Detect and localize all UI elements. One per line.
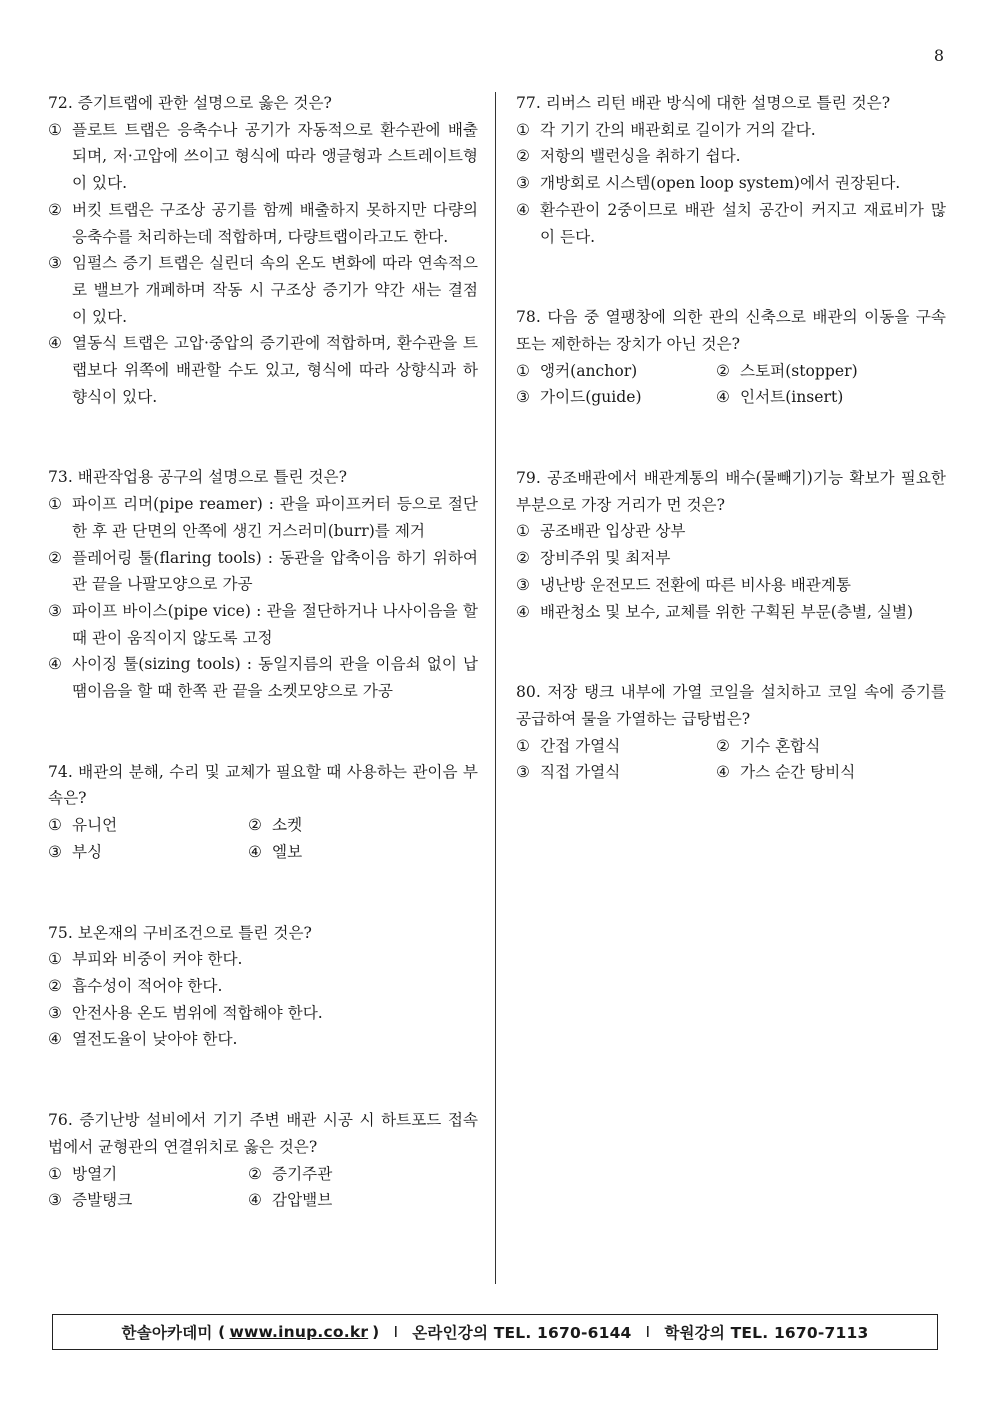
question-stem: 79. 공조배관에서 배관계통의 배수(물빼기)기능 확보가 필요한 부분으로 가장 거리가 먼 것은? xyxy=(516,469,946,514)
option-2: ② 장비주위 및 최저부 xyxy=(516,549,671,568)
option-2: ② 버킷 트랩은 구조상 공기를 함께 배출하지 못하지만 다량의 응축수를 처리하는데 적합하며, 다량트랩이라고도 한다. xyxy=(48,200,478,246)
option-1: ① 방열기 xyxy=(48,1164,118,1183)
column-divider xyxy=(495,92,496,1284)
question-72 xyxy=(48,90,478,410)
option-1: ① 플로트 트랩은 응축수나 공기가 자동적으로 환수관에 배출되며, 저·고압에 쓰이고 형식에 따라 앵글형과 스트레이트형이 있다. xyxy=(48,120,478,193)
question-stem: 73. 배관작업용 공구의 설명으로 틀린 것은? xyxy=(48,468,347,487)
option-4: ④ 가스 순간 탕비식 xyxy=(716,763,856,782)
offline-lecture-phone: 학원강의 TEL. 1670-7113 xyxy=(664,1324,869,1342)
right-column xyxy=(516,90,946,786)
option-4: ④ 열동식 트랩은 고압·중압의 증기관에 적합하며, 환수관을 트랩보다 위쪽에 배관할 수도 있고, 형식에 따라 상향식과 하향식이 있다. xyxy=(48,334,478,406)
option-3: ③ 개방회로 시스템(open loop system)에서 권장된다. xyxy=(516,174,901,193)
option-2: ② 저항의 밸런싱을 취하기 쉽다. xyxy=(516,147,741,166)
question-stem: 74. 배관의 분해, 수리 및 교체가 필요할 때 사용하는 관이음 부속은? xyxy=(48,762,478,808)
option-2: ② 스토퍼(stopper) xyxy=(716,361,858,380)
option-3: ③ 부싱 xyxy=(48,842,103,861)
option-3: ③ 직접 가열식 xyxy=(516,763,621,782)
question-74 xyxy=(48,759,478,866)
option-3: ③ 냉난방 운전모드 전환에 따른 비사용 배관계통 xyxy=(516,575,851,594)
page-number: 8 xyxy=(933,46,944,65)
question-78 xyxy=(516,304,946,411)
option-4: ④ 사이징 툴(sizing tools) : 동일지름의 관을 이음쇠 없이 납땜이음을 할 때 한쪽 관 끝을 소켓모양으로 가공 xyxy=(48,655,478,701)
academy-name: 한솔아카데미 xyxy=(121,1324,213,1342)
option-3: ③ 증발탱크 xyxy=(48,1191,133,1210)
option-4: ④ 열전도율이 낮아야 한다. xyxy=(48,1030,238,1049)
question-stem: 75. 보온재의 구비조건으로 틀린 것은? xyxy=(48,923,312,942)
option-1: ① 파이프 리머(pipe reamer) : 관을 파이프커터 등으로 절단한 후 관 단면의 안쪽에 생긴 거스러미(burr)를 제거 xyxy=(48,495,478,540)
option-2: ② 기수 혼합식 xyxy=(716,736,821,755)
question-stem: 76. 증기난방 설비에서 기기 주변 배관 시공 시 하트포드 접속법에서 균형관의 연결위치로 옳은 것은? xyxy=(48,1111,478,1156)
question-77 xyxy=(516,90,946,250)
question-stem: 80. 저장 탱크 내부에 가열 코일을 설치하고 코일 속에 증기를 공급하여 물을 가열하는 급탕법은? xyxy=(516,683,946,728)
option-1: ① 앵커(anchor) xyxy=(516,361,638,380)
option-1: ① 각 기기 간의 배관회로 길이가 거의 같다. xyxy=(516,120,816,139)
question-76 xyxy=(48,1107,478,1214)
option-3: ③ 임펄스 증기 트랩은 실린더 속의 온도 변화에 따라 연속적으로 밸브가 개폐하며 작동 시 구조상 증기가 약간 새는 결점이 있다. xyxy=(48,254,478,326)
question-stem: 78. 다음 중 열팽창에 의한 관의 신축으로 배관의 이동을 구속 또는 제한하는 장치가 아닌 것은? xyxy=(516,308,946,353)
option-1: ① 간접 가열식 xyxy=(516,736,621,755)
option-2: ② 플레어링 툴(flaring tools) : 동관을 압축이음 하기 위하여 관 끝을 나팔모양으로 가공 xyxy=(48,548,478,594)
footer-banner: 한솔아카데미 ( www.inup.co.kr ) I 온라인강의 TEL. 1670-6144 I 학원강의 TEL. 1670-7113 xyxy=(52,1314,938,1350)
option-3: ③ 파이프 바이스(pipe vice) : 관을 절단하거나 나사이음을 할 때 관이 움직이지 않도록 고정 xyxy=(48,601,478,647)
footer-separator: I xyxy=(393,1323,399,1341)
option-4: ④ 환수관이 2중이므로 배관 설치 공간이 커지고 재료비가 많이 든다. xyxy=(516,200,946,246)
option-1: ① 공조배관 입상관 상부 xyxy=(516,522,686,541)
footer-separator: I xyxy=(645,1323,651,1341)
question-73 xyxy=(48,464,478,704)
option-4: ④ 감압밸브 xyxy=(248,1191,333,1210)
option-4: ④ 엘보 xyxy=(248,842,303,861)
option-2: ② 증기주관 xyxy=(248,1164,333,1183)
question-stem: 77. 리버스 리턴 배관 방식에 대한 설명으로 틀린 것은? xyxy=(516,94,891,112)
option-2: ② 흡수성이 적어야 한다. xyxy=(48,976,223,995)
option-1: ① 부피와 비중이 커야 한다. xyxy=(48,950,243,969)
question-80 xyxy=(516,679,946,786)
academy-url-link[interactable]: www.inup.co.kr xyxy=(229,1323,369,1341)
question-stem: 72. 증기트랩에 관한 설명으로 옳은 것은? xyxy=(48,94,332,112)
option-3: ③ 안전사용 온도 범위에 적합해야 한다. xyxy=(48,1003,323,1022)
online-lecture-phone: 온라인강의 TEL. 1670-6144 xyxy=(412,1324,632,1342)
option-4: ④ 인서트(insert) xyxy=(716,388,844,407)
option-2: ② 소켓 xyxy=(248,816,303,835)
question-75 xyxy=(48,920,478,1054)
option-4: ④ 배관청소 및 보수, 교체를 위한 구획된 부문(층별, 실별) xyxy=(516,602,914,621)
left-column xyxy=(48,90,478,1214)
option-3: ③ 가이드(guide) xyxy=(516,388,642,407)
question-79 xyxy=(516,465,946,625)
option-1: ① 유니언 xyxy=(48,816,118,835)
